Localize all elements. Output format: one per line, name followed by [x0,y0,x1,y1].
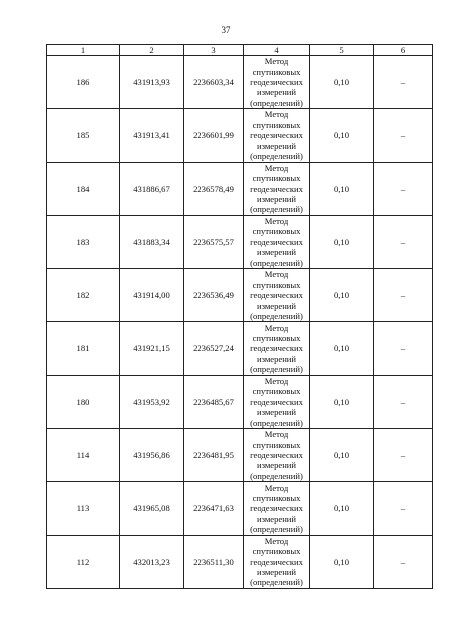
column-header-4: 4 [244,45,310,56]
table-row [47,215,433,268]
table-row [47,109,433,162]
method-cell: Метод спутниковых геодезических измерений (определений) [244,162,310,215]
x-coordinate-cell: 431913,93 [120,56,184,109]
page-number: 37 [221,25,231,35]
note-cell: – [374,535,433,588]
table-row [47,269,433,322]
x-coordinate-cell: 431965,08 [120,482,184,535]
y-coordinate-cell: 2236485,67 [184,375,244,428]
point-number-cell: 184 [47,162,120,215]
accuracy-cell: 0,10 [310,269,374,322]
table-header-row [47,45,433,56]
method-cell: Метод спутниковых геодезических измерений (определений) [244,269,310,322]
column-header-1: 1 [47,45,120,56]
method-cell: Метод спутниковых геодезических измерений (определений) [244,215,310,268]
x-coordinate-cell: 431914,00 [120,269,184,322]
column-header-3: 3 [184,45,244,56]
x-coordinate-cell: 431886,67 [120,162,184,215]
accuracy-cell: 0,10 [310,429,374,482]
point-number-cell: 180 [47,375,120,428]
point-number-cell: 183 [47,215,120,268]
method-cell: Метод спутниковых геодезических измерений (определений) [244,322,310,375]
note-cell: – [374,162,433,215]
note-cell: – [374,215,433,268]
table-row [47,535,433,588]
column-header-5: 5 [310,45,374,56]
table-row [47,56,433,109]
table-row [47,162,433,215]
column-header-6: 6 [374,45,433,56]
y-coordinate-cell: 2236603,34 [184,56,244,109]
point-number-cell: 185 [47,109,120,162]
accuracy-cell: 0,10 [310,482,374,535]
note-cell: – [374,56,433,109]
accuracy-cell: 0,10 [310,109,374,162]
point-number-cell: 181 [47,322,120,375]
method-cell: Метод спутниковых геодезических измерений (определений) [244,482,310,535]
table-row [47,322,433,375]
y-coordinate-cell: 2236578,49 [184,162,244,215]
point-number-cell: 182 [47,269,120,322]
note-cell: – [374,269,433,322]
method-cell: Метод спутниковых геодезических измерений (определений) [244,56,310,109]
point-number-cell: 112 [47,535,120,588]
x-coordinate-cell: 432013,23 [120,535,184,588]
method-cell: Метод спутниковых геодезических измерений (определений) [244,429,310,482]
y-coordinate-cell: 2236481,95 [184,429,244,482]
x-coordinate-cell: 431953,92 [120,375,184,428]
y-coordinate-cell: 2236575,57 [184,215,244,268]
x-coordinate-cell: 431956,86 [120,429,184,482]
accuracy-cell: 0,10 [310,322,374,375]
table-row [47,429,433,482]
x-coordinate-cell: 431883,34 [120,215,184,268]
accuracy-cell: 0,10 [310,375,374,428]
table-row [47,482,433,535]
note-cell: – [374,322,433,375]
table-row [47,375,433,428]
note-cell: – [374,482,433,535]
y-coordinate-cell: 2236601,99 [184,109,244,162]
accuracy-cell: 0,10 [310,535,374,588]
y-coordinate-cell: 2236527,24 [184,322,244,375]
note-cell: – [374,429,433,482]
point-number-cell: 114 [47,429,120,482]
x-coordinate-cell: 431921,15 [120,322,184,375]
note-cell: – [374,375,433,428]
method-cell: Метод спутниковых геодезических измерений (определений) [244,109,310,162]
note-cell: – [374,109,433,162]
accuracy-cell: 0,10 [310,215,374,268]
y-coordinate-cell: 2236471,63 [184,482,244,535]
column-header-2: 2 [120,45,184,56]
point-number-cell: 113 [47,482,120,535]
point-number-cell: 186 [47,56,120,109]
method-cell: Метод спутниковых геодезических измерений (определений) [244,375,310,428]
y-coordinate-cell: 2236536,49 [184,269,244,322]
accuracy-cell: 0,10 [310,162,374,215]
y-coordinate-cell: 2236511,30 [184,535,244,588]
x-coordinate-cell: 431913,41 [120,109,184,162]
coordinates-table [46,44,433,589]
accuracy-cell: 0,10 [310,56,374,109]
method-cell: Метод спутниковых геодезических измерений (определений) [244,535,310,588]
